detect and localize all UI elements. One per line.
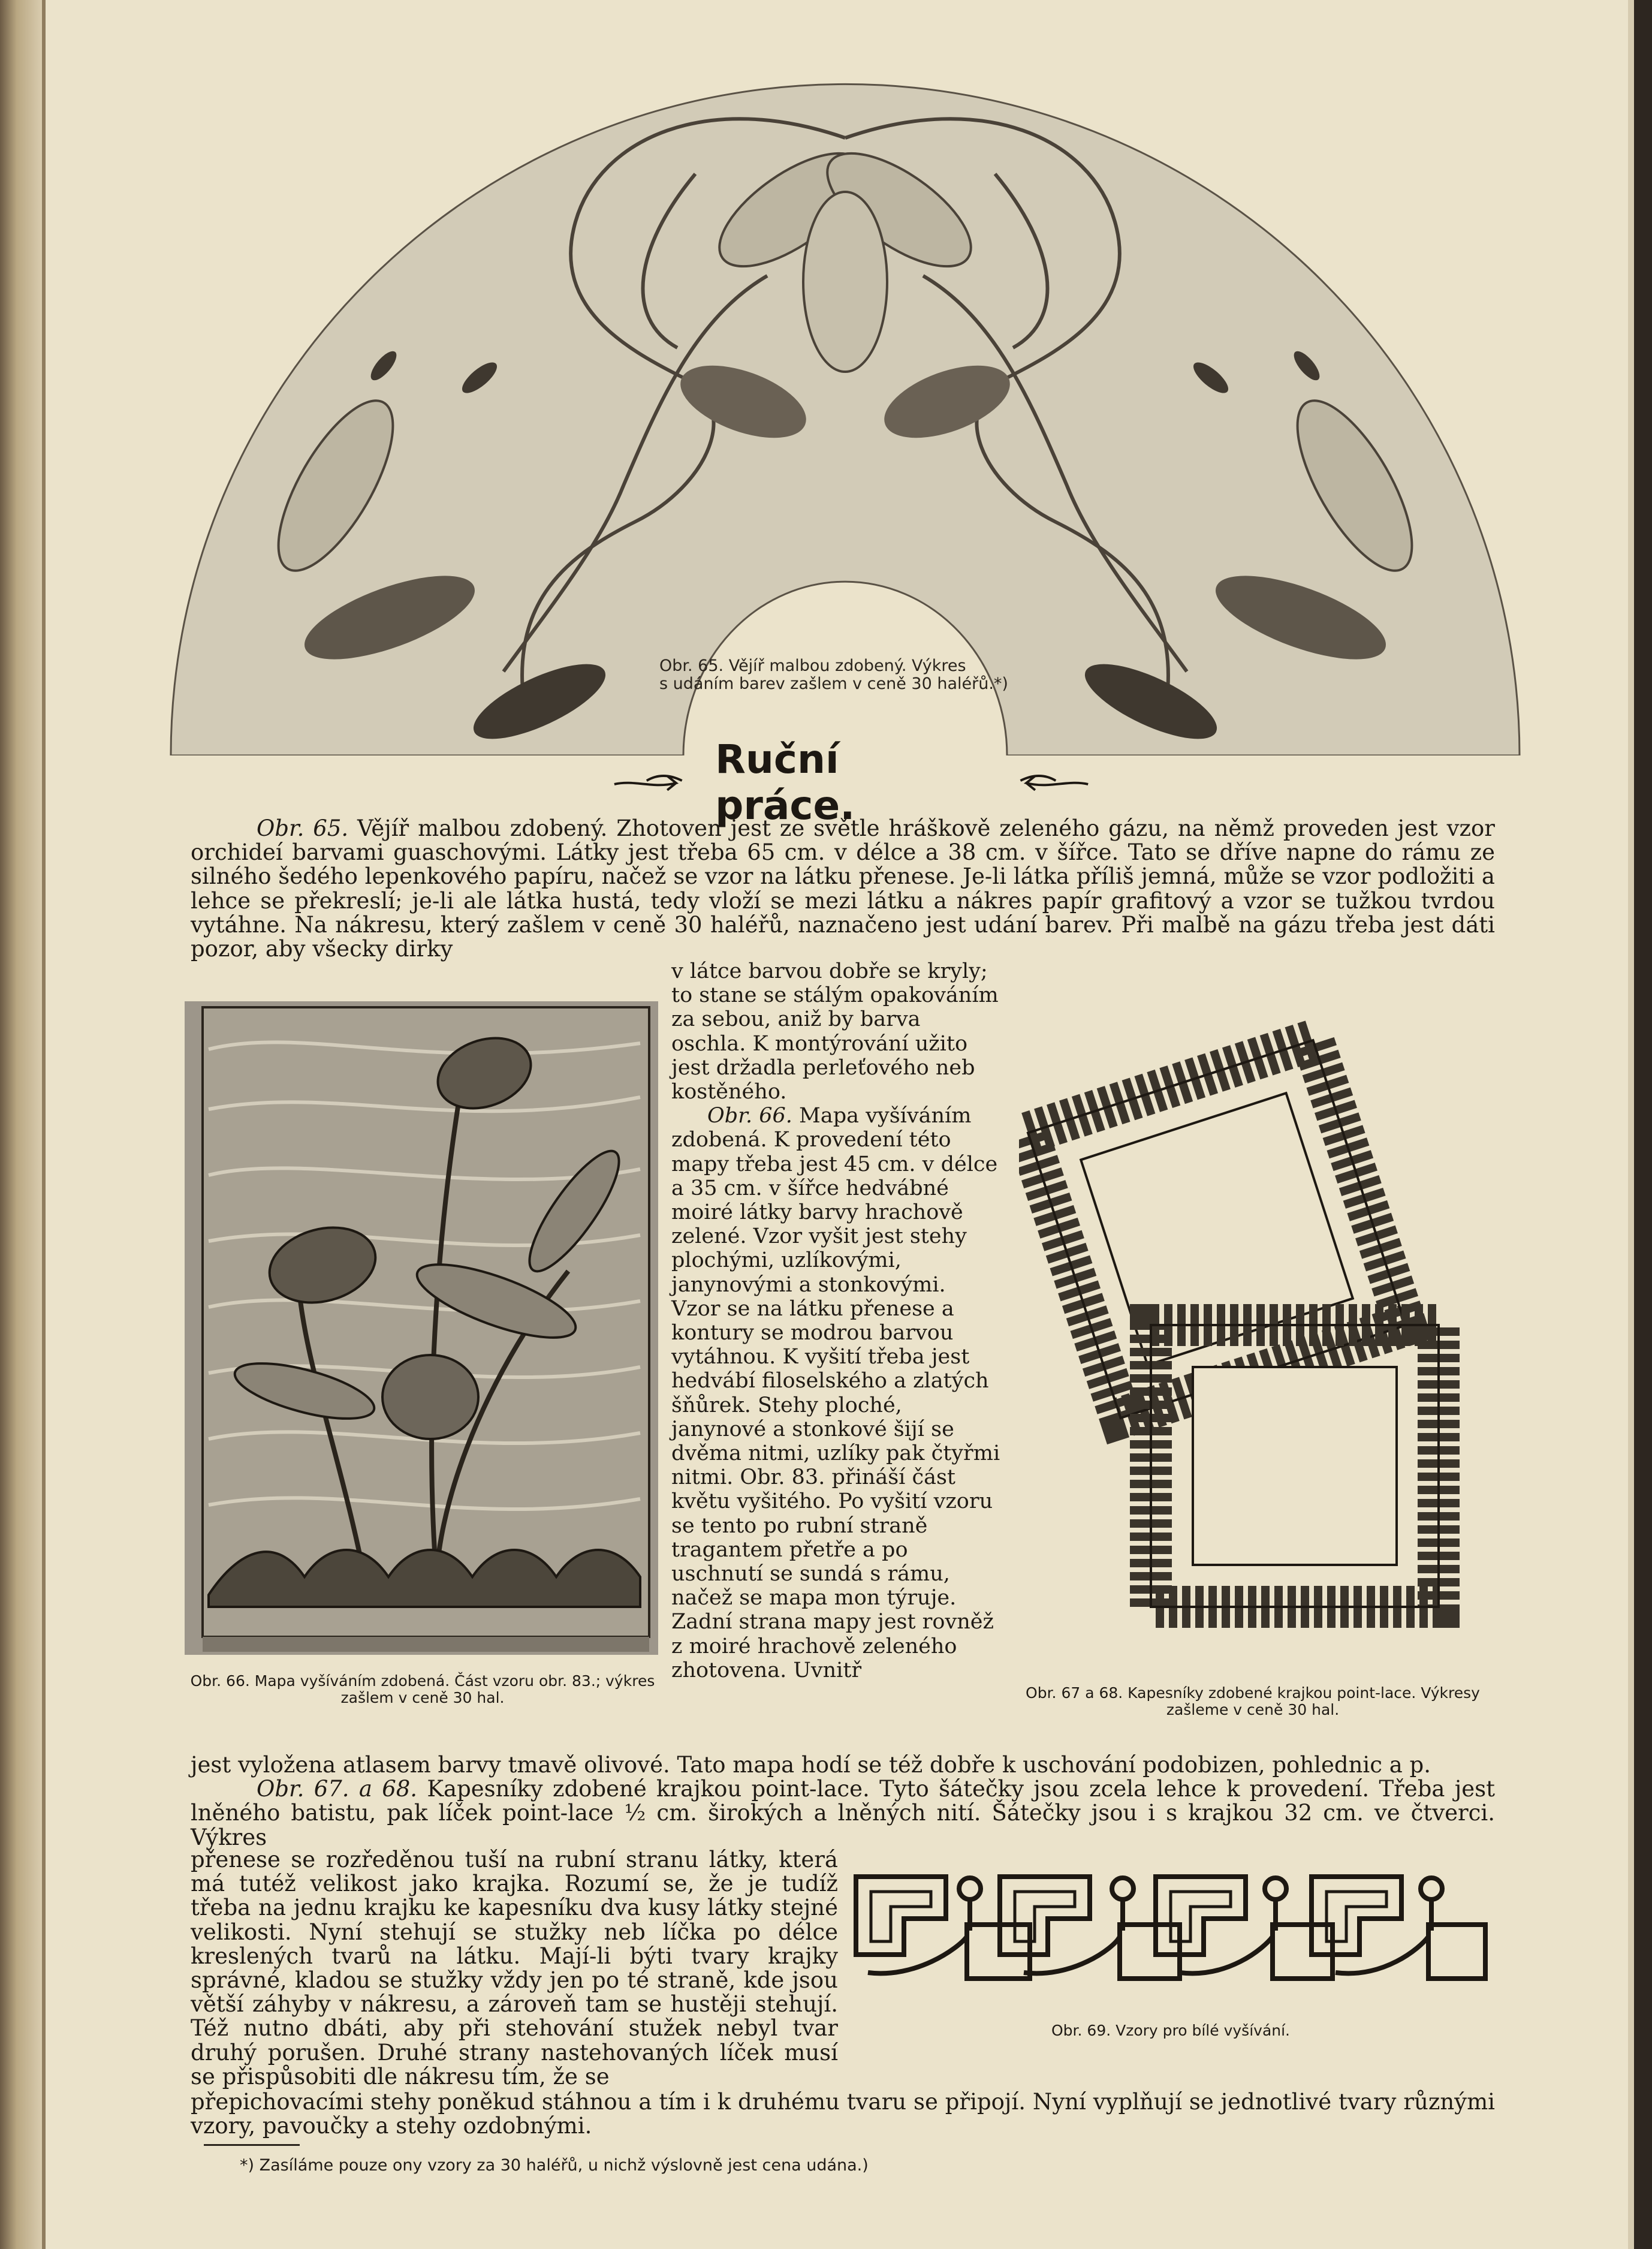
closing-paragraph	[191, 2090, 1495, 2138]
fig67-68-caption	[1007, 1685, 1499, 1718]
footnote: *) Zasíláme pouze ony vzory za 30 haléřů, u nichž výslovně jest cena udána.)	[240, 2156, 869, 2175]
fig65-caption-line-1: Obr. 65. Vějíř malbou zdobený. Výkres	[659, 657, 966, 675]
intro-body: Vějíř malbou zdobený. Zhotoven jest ze světle hráškově zeleného gázu, na němž proveden jest vzor orchideí barvami guaschovými. Látky jest třeba 65 cm. v délce a 38 cm. v šířce. Tato se dříve napne do rámu ze silného šedého lepenkového papíru, načež se vzor na látku přenese. Je-li látka příliš jemná, může se vzor podložiti a lehce se překreslí; je-li ale látka hustá, tedy vloží se mezi látku a nákres papír grafitový a vzor se tužkou tvrdou vytáhne. Na nákresu, který zašlem v ceně 30 haléřů, naznačeno jest udání barev. Při malbě na gázu třeba jest dáti pozor, aby všecky dirky	[191, 815, 1495, 962]
left-paragraph: přenese se rozředěnou tuší na rubní stranu látky, která má tutéž velikost jako krajka. Rozumí se, že je tudíž třeba na jednu krajku ke kapesníku dva kusy látky stejné velikosti. Nyní stehují se stužky neb líčka po délce kreslených tvarů na látku. Mají-li býti tvary krajky správné, kladou se stužky vždy jen po té straně, kde jsou větší záhyby v nákresu, a zároveň tam se hustěji stehují. Též nutno dbáti, aby při stehování stužek nebyl tvar druhý porušen. Druhé strany nastehovaných líček musí se přispůsobiti dle nákresu tím, že se	[191, 1847, 838, 2090]
fig65-caption	[659, 657, 1031, 693]
footnote-rule	[204, 2144, 300, 2146]
fig67-caption-line-1: Obr. 67 a 68. Kapesníky zdobené krajkou point-lace. Výkresy	[1026, 1684, 1480, 1702]
intro-paragraph	[191, 817, 1495, 961]
fig65-fan-illustration	[168, 66, 1523, 755]
mid-paragraph-1: v látce barvou dobře se kryly; to stane se stálým opakováním za sebou, aniž by barva oschla. K montýrování užito jest držadla perleťového neb kostěného.	[671, 959, 999, 1104]
tail-paragraph: přepichovacími stehy poněkud stáhnou a tím i k druhému tvaru se připojí. Nyní vyplňují se jednotlivé tvary různými vzory, pavoučky a stehy ozdobnými.	[191, 2089, 1495, 2139]
fig66-map-illustration	[185, 1001, 658, 1655]
fig66-caption	[183, 1673, 662, 1706]
page-edge	[1634, 0, 1652, 2249]
mid-paragraph-2: Mapa vyšíváním zdobená. K provedení této mapy třeba jest 45 cm. v délce a 35 cm. v šířce hedvábné moiré látky barvy hrachově zelené. Vzor vyšit jest stehy plochými, uzlíkovými, janynovými a stonkovými. Vzor se na látku přenese a kontury se modrou barvou vytáhnou. K vyšití třeba jest hedvábí filoselského a zlatých šňůrek. Stehy ploché, janynové a stonkové šijí se dvěma nitmi, uzlíky pak čtyřmi nitmi. Obr. 83. přináší část květu vyšitého. Po vyšití vzoru se tento po rubní straně tragantem přetře a po uschnutí se sundá s rámu, načež se mapa mon týruje. Zadní strana mapy jest rovněž z moiré hrachově zeleného zhotovena. Uvnitř	[671, 1104, 1000, 1682]
fig69-caption: Obr. 69. Vzory pro bílé vyšívání.	[1051, 2022, 1290, 2039]
fig67-caption-line-2: zašleme v ceně 30 hal.	[1166, 1701, 1340, 1718]
fig65-caption-line-2: s udáním barev zašlem v ceně 30 haléřů.*)	[659, 675, 1008, 693]
lower-left-column-text	[191, 1848, 838, 2089]
binding-edge	[42, 0, 46, 2249]
left-ornament-icon	[611, 767, 700, 797]
middle-column-text	[671, 959, 1001, 1682]
page-binding	[0, 0, 42, 2249]
fig67-68-lace-illustration	[1019, 1001, 1487, 1649]
fig69-pattern-row	[844, 1859, 1497, 2003]
lower-paragraph	[191, 1753, 1495, 1850]
intro-lead: Obr. 65.	[257, 815, 349, 841]
bottom-paragraph-1: jest vyložena atlasem barvy tmavě olivové. Tato mapa hodí se též dobře k uschování podobizen, pohlednic a p.	[191, 1752, 1431, 1778]
fig66-caption-line-1: Obr. 66. Mapa vyšíváním zdobená. Část vzoru obr. 83.; výkres	[190, 1672, 655, 1690]
bottom-paragraph-2: Kapesníky zdobené krajkou point-lace. Tyto šátečky jsou zcela lehce k provedení. Třeba jest lněného batistu, pak líček point-lace ½ cm. širokých a lněných nití. Šátečky jsou i s krajkou 32 cm. ve čtverci. Výkres	[191, 1776, 1495, 1850]
page-edge-light	[1628, 0, 1634, 2249]
section-title: Ruční práce.	[715, 736, 855, 829]
fig66-caption-line-2: zašlem v ceně 30 hal.	[340, 1689, 505, 1706]
right-ornament-icon	[1003, 767, 1091, 797]
section-heading	[611, 736, 1091, 829]
mid-lead: Obr. 66.	[707, 1104, 792, 1128]
bottom-lead: Obr. 67. a 68.	[257, 1776, 418, 1802]
